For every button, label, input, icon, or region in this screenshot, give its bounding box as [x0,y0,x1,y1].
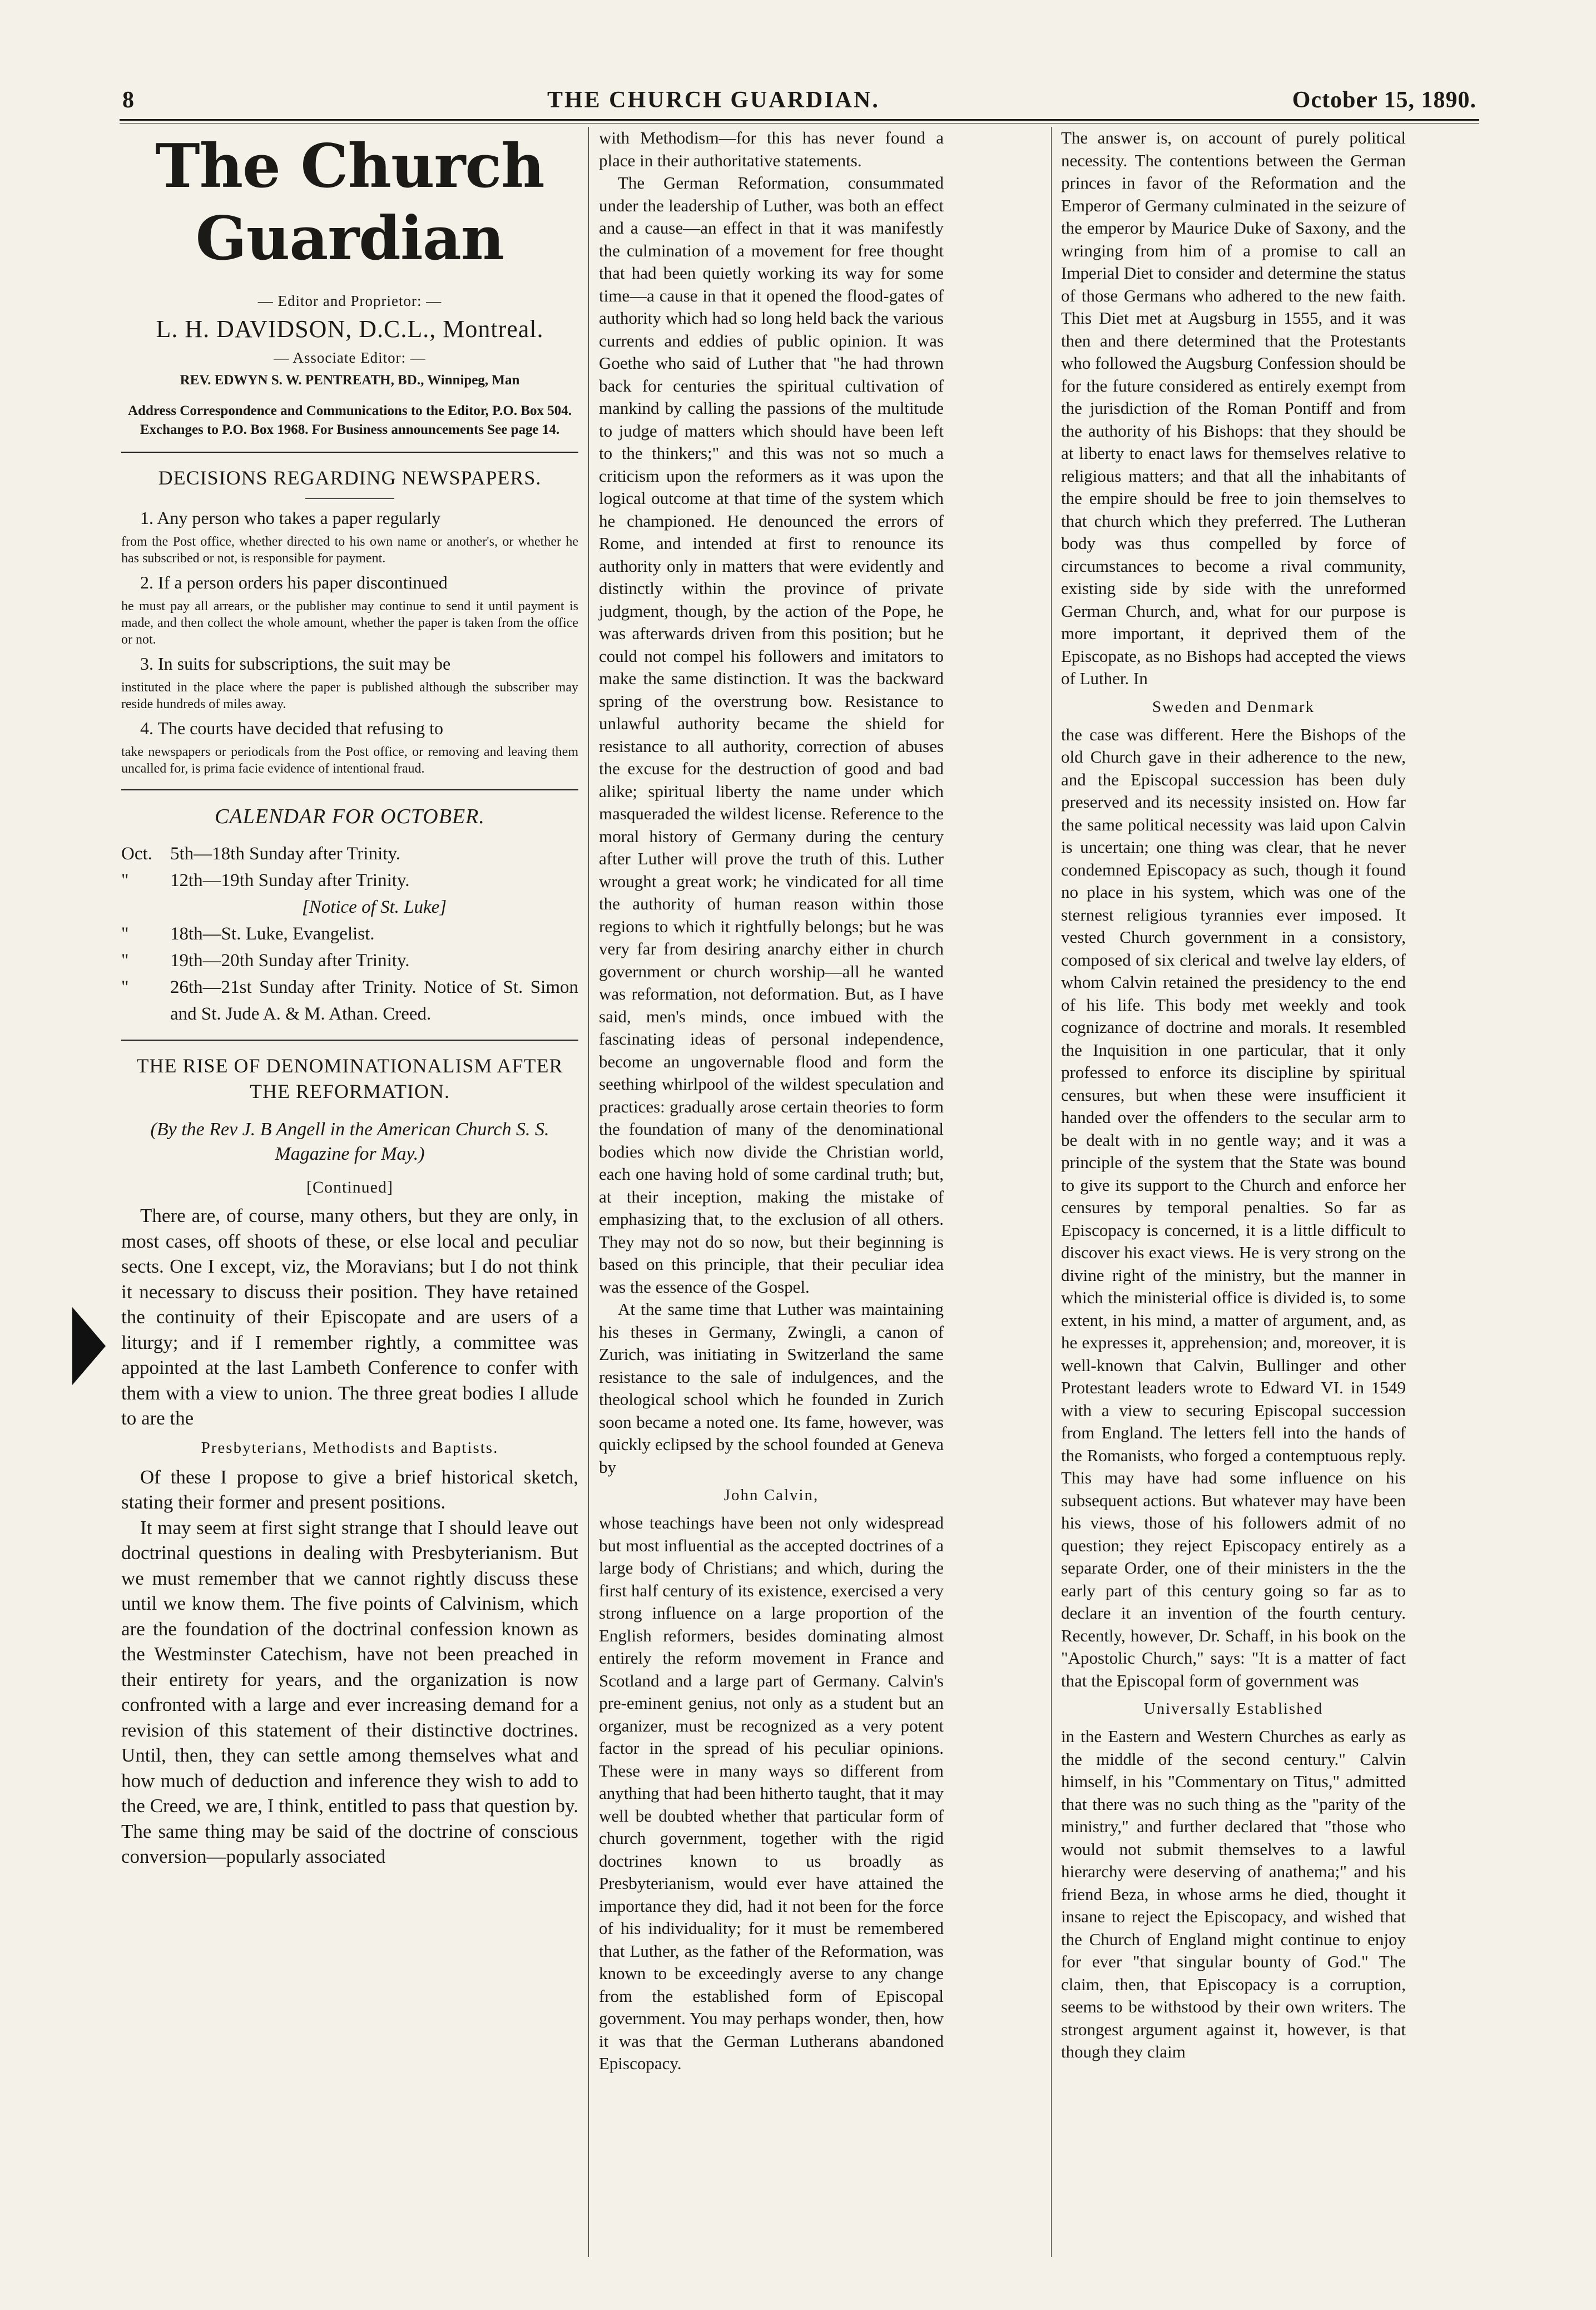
header-rule [120,119,1479,123]
calendar-row [121,974,578,1027]
paper-title: THE CHURCH GUARDIAN. [547,87,880,113]
paragraph: whose teachings have been not only widespread but most influential as the accepted doctrines of a large body of Christians; and which, during the first half century of its existence, exercised a very strong influence on a large proportion of the English reformers, besides dominating almost entirely the reform movement in France and Scotland and a large part of Germany. Calvin's pre-eminent genius, not only as a student but an organizer, must be recognized as a very potent factor in the spread of his peculiar opinions. These were in many ways so different from anything that had been hitherto taught, that it may well be doubted whether that particular form of church government, together with the rigid doctrines known to us broadly as Presbyterianism, would ever have attained the importance they did, had it not been for the force of his individuality; for it must be remembered that Luther, as the father of the Reformation, was known to be exceedingly averse to any change from the established form of Episcopal government. You may perhaps wonder, then, how it was that the German Lutherans abandoned Episcopacy. [599,1513,944,2073]
article-body [121,1203,578,1869]
paragraph: At the same time that Luther was maintaining his theses in Germany, Zwingli, a canon of Zurich, was initiating in Switzerland the same resistance to the sale of indulgences, and the theological school which he founded in Zurich soon became a noted one. Its fame, however, was quickly eclipsed by the school founded at Geneva by [599,1299,944,1477]
column-2 [599,127,944,2075]
divider [121,1040,578,1041]
article-byline: (By the Rev J. B Angell in the American Church S. S. Magazine for May.) [150,1119,549,1164]
calendar-heading: CALENDAR FOR OCTOBER. [215,805,485,828]
calendar-month: " [121,977,129,997]
subheading: Universally Established [1143,1700,1324,1718]
paragraph: in the Eastern and Western Churches as early as the middle of the second century." Calvin himself, in his "Commentary on Titus," admitted that there was no such thing as the "parity of the ministry," and further declared that "those who would not submit themselves to a lawful hierarchy were deserving of anathema;" and his friend Beza, in whose arms he died, thought it insane to reject the Episcopacy, and wished that the Church of England might continue to enjoy for ever "that singular bounty of God." The claim, then, that Episcopacy is a corruption, seems to be withstood by their own writers. The strongest argument against it, however, is that though they claim [1061,1727,1406,2061]
divider [121,789,578,790]
calendar-row [121,894,578,921]
paragraph: with Methodism—for this has never found a place in their authoritative statements. [599,128,944,170]
calendar-entry: 18th—St. Luke, Evangelist. [170,924,375,944]
subheading: Presbyterians, Methodists and Baptists. [201,1438,499,1457]
calendar-entry: 26th—21st Sunday after Trinity. Notice of St. Simon and St. Jude A. & M. Athan. Creed. [170,977,578,1024]
divider [121,452,578,453]
calendar-entry: [Notice of St. Luke] [301,897,447,917]
calendar-month: Oct. [121,844,152,864]
decision-detail: from the Post office, whether directed to his own name or another's, or whether he has subscribed or not, is responsible for payment. [121,535,578,566]
decisions-list [121,507,578,777]
divider [305,498,394,499]
paragraph: Of these I propose to give a brief historical sketch, stating their former and present positions. [121,1466,578,1513]
masthead-title: The Church Guardian [155,131,544,274]
decision-item: 3. In suits for subscriptions, the suit may be [140,654,451,674]
editor-name: L. H. DAVIDSON, D.C.L., Montreal. [156,315,544,343]
calendar-month [121,894,170,921]
decisions-heading: DECISIONS REGARDING NEWSPAPERS. [158,467,542,489]
continued-label: [Continued] [306,1178,393,1196]
issue-date: October 15, 1890. [1292,87,1476,113]
paragraph: the case was different. Here the Bishops of the old Church gave in their adherence to the new, and the Episcopal succession has been duly preserved and its necessity insisted on. How far the same political necessity was laid upon Calvin is uncertain; one thing was clear, that he never condemned Episcopacy as such, though it found no place in his system, which was one of the sternest religious tyrannies ever imposed. It vested Church government in a consistory, composed of six clerical and twelve lay elders, of whom Calvin retained the presidency to the end of his life. This body met weekly and took cognizance of doctrine and morals. It resembled the Inquisition in one particular, that it only professed to enforce its discipline by spiritual censures, but when these were insufficient it handed over the offenders to the secular arm to be dealt with in no gentle way; and it was a principle of the system that the State was bound to give its support to the Church and enforce her censures by temporal penalties. So far as Episcopacy is concerned, it is a little difficult to discover his exact views. He is very strong on the divine right of the ministry, but the manner in which the ministerial office is divided is, to some extent, in his mind, a matter of argument, and, as he expresses it, apprehension; and, moreover, it is well-known that Calvin, Bullinger and other Protestant leaders wrote to Edward VI. in 1549 with a view to securing Episcopal succession from England. The letters fell into the hands of the Romanists, who forged a contemptuous reply. This may have had some influence on his subsequent actions. But whatever may have been his views, those of his followers admit of no question; they reject Episcopacy entirely as a separate Order, one of their ministers in the the early part of this century going so far as to declare it an invention of the fourth century. Recently, however, Dr. Schaff, in his book on the "Apostolic Church," says: "It is a matter of fact that the Episcopal form of government was [1061,724,1406,1690]
paragraph: There are, of course, many others, but they are only, in most cases, off shoots of these, or else local and peculiar sects. One I except, viz, the Moravians; but I do not think it necessary to discuss their position. They have retained the continuity of their Episcopate and are users of a liturgy; and if I remember rightly, a committee was appointed at the last Lambeth Conference to confer with them with a view to union. The three great bodies I allude to are the [121,1205,578,1429]
paragraph: The answer is, on account of purely political necessity. The contentions between the German princes in favor of the Reformation and the Emperor of Germany culminated in the seizure of the emperor by Maurice Duke of Saxony, and the wringing from him of a promise to call an Imperial Diet to consider and determine the status of those Germans who adhered to the new faith. This Diet met at Augsburg in 1555, and it was then and there determined that the Protestants who followed the Augsburg Confession should be for the future considered as entirely exempt from the jurisdiction of the Roman Pontiff and from the authority of his Bishops: that they should be at liberty to enact laws for themselves relative to religious matters; and that all the inhabitants of the empire should be free to join themselves to that church which they preferred. The Lutheran body was thus compelled by force of circumstances to become a rival community, existing side by side with the unreformed German Church, and, what for our purpose is more important, it deprived them of the Episcopate, as no Bishops had accepted the views of Luther. In [1061,128,1406,688]
decision-item: 2. If a person orders his paper discontinued [140,572,448,592]
paragraph: It may seem at first sight strange that I should leave out doctrinal questions in dealing with Presbyterianism. But we must remember that we cannot rightly discuss these until we know them. The five points of Calvinism, which are the foundation of the doctrinal confession known as the Westminster Catechism, have not been preached in their entirety for years, and the organization is now confronted with a large and ever increasing demand for a revision of this statement of their distinctive doctrines. Until, then, they can settle among themselves what and how much of deduction and inference they wish to add to the Creed, we are, I think, entitled to pass that question by. The same thing may be said of the doctrine of conscious conversion—popularly associated [121,1516,578,1867]
calendar-entry: 19th—20th Sunday after Trinity. [170,951,410,971]
calendar-row [121,947,578,974]
article-heading: THE RISE OF DENOMINATIONALISM AFTER THE REFORMATION. [136,1055,563,1102]
calendar-entry: 12th—19th Sunday after Trinity. [170,870,410,891]
calendar-month: " [121,870,129,891]
calendar-row [121,867,578,894]
decision-detail: he must pay all arrears, or the publisher may continue to send it until payment is made, and then collect the whole amount, whether the paper is taken from the office or not. [121,599,578,647]
editor-label: — Editor and Proprietor: — [257,293,442,309]
subheading: Sweden and Denmark [1152,698,1315,716]
decision-detail: instituted in the place where the paper is published although the subscriber may reside hundreds of miles away. [121,680,578,711]
associate-editor-label: — Associate Editor: — [274,349,426,366]
binding-mark [72,1307,106,1385]
running-head [122,83,1476,117]
calendar-list [121,840,578,1027]
decision-item: 1. Any person who takes a paper regularly [140,508,441,528]
decision-item: 4. The courts have decided that refusing to [140,718,444,738]
page-number: 8 [122,87,135,113]
calendar-row [121,921,578,947]
paragraph: The German Reformation, consummated under the leadership of Luther, was both an effect and a cause—an effect in that it was manifestly the culmination of a movement for free thought that had been quietly working its way for some time—a cause in that it opened the flood-gates of authority which had so long held back the various currents and eddies of public opinion. It was Goethe who said of Luther that "he had thrown back for centuries the spiritual cultivation of mankind by calling the passions of the multitude to judge of matters which should have been left to the thinkers;" and this was not so much a criticism upon the reformers as it was upon the logical outcome at that time of the system which he championed. He denounced the errors of Rome, and intended at first to renounce its authority only in matters that were evidently and distinctly within the province of private judgment, though, by the action of the Pope, he was afterwards driven from this position; but he could not compel his followers and imitators to make the same distinction. It was the backward spring of the overstrung bow. Resistance to unlawful authority became the shield for resistance to all authority, correction of abuses the excuse for the destruction of good and bad alike; spiritual liberty the name under which masqueraded the wildest license. Reference to the moral history of Germany during the century after Luther will prove the truth of this. Luther wrought a great work; he vindicated for all time the authority of human reason within those regions to which it rightfully belongs; but he was very far from desiring anarchy either in church government or church worship—all he wanted was reformation, not deformation. But, as I have said, men's minds, once imbued with the fascinating ideas of personal independence, become an ungovernable flood and form the seething whirlpool of the wildest speculation and practices: gradually arose certain theories to form the foundation of many of the denominational bodies which now divide the Christian world, each one having hold of some cardinal truth; but, at their inception, making the mistake of emphasizing that, to the exclusion of all others. They may not do so now, but their beginning is based on this principle, that their peculiar idea was the essence of the Gospel. [599,173,944,1297]
calendar-month: " [121,924,129,944]
associate-editor-name: REV. EDWYN S. W. PENTREATH, BD., Winnipeg, Man [180,373,520,388]
calendar-month: " [121,951,129,971]
calendar-row [121,840,578,867]
column-3 [1061,127,1406,2064]
column-divider [1051,127,1052,2257]
address-notice: Address Correspondence and Communications to the Editor, P.O. Box 504. Exchanges to P.O. Box 1968. For Business announcements See page 14. [128,403,572,437]
decision-detail: take newspapers or periodicals from the Post office, or removing and leaving them uncalled for, is prima facie evidence of intentional fraud. [121,745,578,776]
column-1 [121,127,578,1869]
calendar-entry: 5th—18th Sunday after Trinity. [170,844,401,864]
subheading: John Calvin, [723,1486,819,1504]
column-divider [588,127,589,2257]
